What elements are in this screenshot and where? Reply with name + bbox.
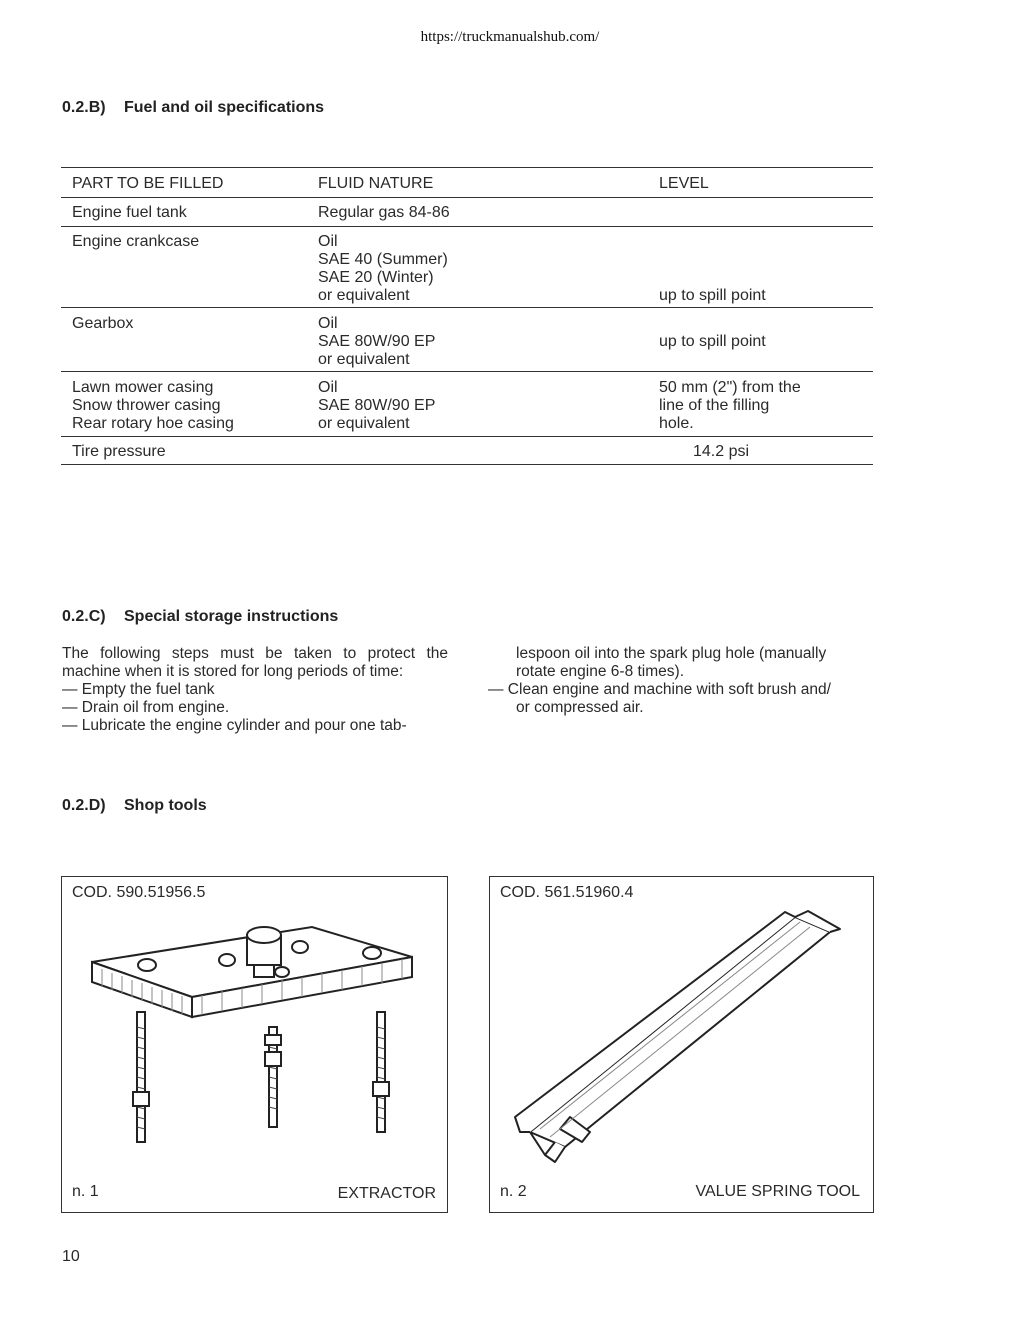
table-cell-level: up to spill point: [659, 333, 766, 350]
column-header-fluid: FLUID NATURE: [318, 175, 434, 192]
extractor-plate-icon: [82, 917, 432, 1167]
tool-code: COD. 590.51956.5: [72, 884, 206, 901]
table-cell-level: 14.2 psi: [693, 443, 750, 460]
column-header-part: PART TO BE FILLED: [72, 175, 224, 192]
tool-name: EXTRACTOR: [337, 1185, 436, 1202]
table-cell-fluid: Regular gas 84-86: [318, 204, 450, 221]
section-d-heading: [62, 797, 207, 815]
table-top-rule: [61, 167, 873, 168]
storage-left-column: [62, 645, 448, 735]
table-cell-level: up to spill point: [659, 287, 766, 304]
list-item: — Drain oil from engine.: [62, 699, 230, 716]
table-header-rule: [61, 197, 873, 198]
tool-number: n. 2: [500, 1183, 527, 1200]
tool-card-extractor: [61, 876, 448, 1213]
section-b-heading: [62, 99, 324, 117]
table-cell-part: Tire pressure: [72, 443, 166, 460]
section-d-number: 0.2.D): [62, 797, 106, 814]
section-c-title: Special storage instructions: [124, 608, 339, 625]
section-b-number: 0.2.B): [62, 99, 106, 116]
paragraph-line: rotate engine 6-8 times).: [516, 663, 685, 680]
storage-right-column: [488, 645, 874, 717]
table-row-rule: [61, 436, 873, 437]
table-bottom-rule: [61, 464, 873, 465]
table-cell-fluid: Oil SAE 80W/90 EP or equivalent: [318, 315, 436, 368]
table-cell-part: Engine fuel tank: [72, 204, 187, 221]
section-c-number: 0.2.C): [62, 608, 106, 625]
page-number: 10: [62, 1248, 80, 1265]
list-item: — Clean engine and machine with soft brush and/: [488, 681, 831, 698]
table-row-rule: [61, 371, 873, 372]
tool-code: COD. 561.51960.4: [500, 884, 634, 901]
table-cell-fluid: Oil SAE 80W/90 EP or equivalent: [318, 379, 436, 432]
table-cell-level: 50 mm (2") from the line of the filling hole.: [659, 379, 801, 432]
paragraph-line: machine when it is stored for long periods of time:: [62, 663, 404, 680]
section-d-title: Shop tools: [124, 797, 207, 814]
list-item: — Empty the fuel tank: [62, 681, 215, 698]
table-cell-part: Lawn mower casing Snow thrower casing Rear rotary hoe casing: [72, 379, 234, 432]
page-url[interactable]: https://truckmanualshub.com/: [420, 29, 600, 45]
tool-name: VALUE SPRING TOOL: [695, 1183, 860, 1200]
paragraph-line: or compressed air.: [516, 699, 644, 716]
paragraph-line: The following steps must be taken to protect the: [62, 645, 448, 662]
table-row-rule: [61, 226, 873, 227]
table-cell-part: Gearbox: [72, 315, 134, 332]
list-item: — Lubricate the engine cylinder and pour one tab-: [62, 717, 407, 734]
section-b-title: Fuel and oil specifications: [124, 99, 325, 116]
table-cell-fluid: Oil SAE 40 (Summer) SAE 20 (Winter) or equivalent: [318, 233, 448, 304]
section-c-heading: [62, 608, 338, 626]
table-row-rule: [61, 307, 873, 308]
tool-number: n. 1: [72, 1183, 99, 1200]
table-cell-part: Engine crankcase: [72, 233, 200, 250]
tool-card-spring-tool: [489, 876, 874, 1213]
paragraph-line: lespoon oil into the spark plug hole (manually: [516, 645, 827, 662]
column-header-level: LEVEL: [659, 175, 709, 192]
u-channel-tool-icon: [510, 907, 860, 1177]
